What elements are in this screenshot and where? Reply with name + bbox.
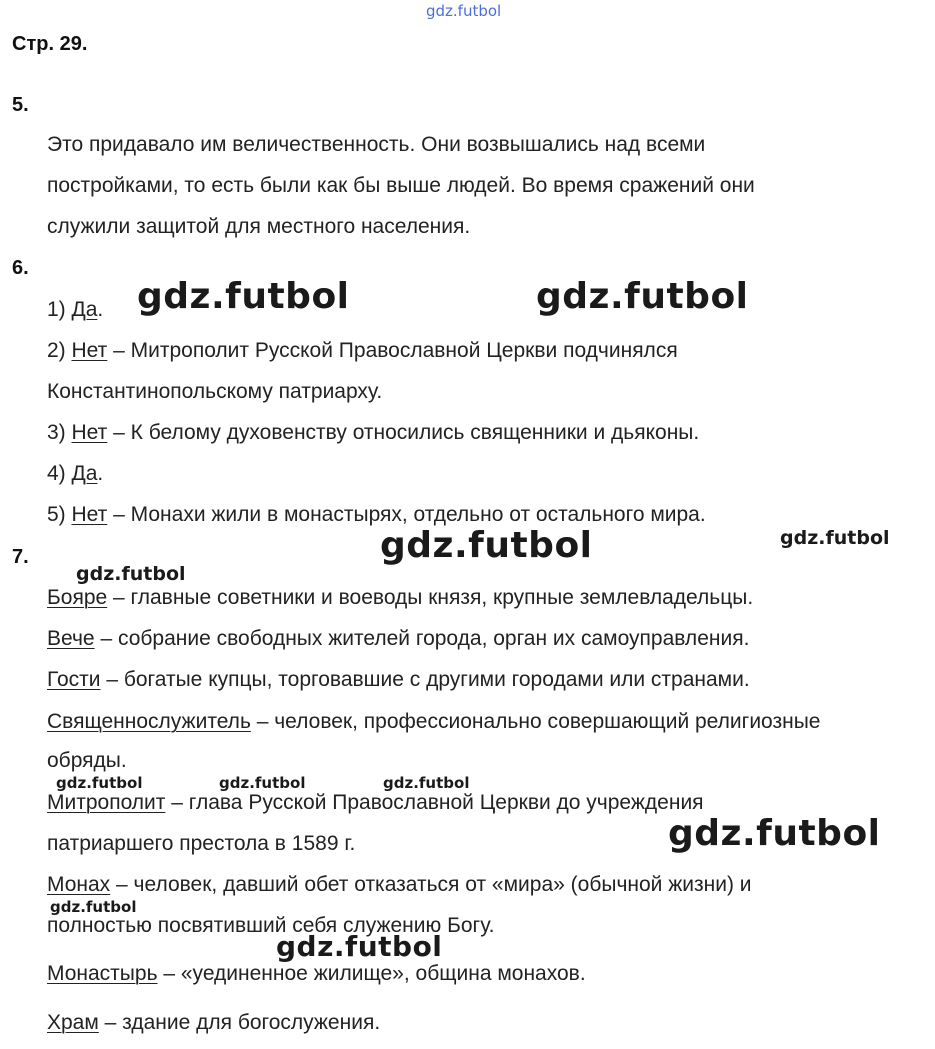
answer-explanation: – Митрополит Русской Православной Церкви подчинялся	[107, 339, 678, 362]
term: Вече	[47, 627, 95, 650]
term: Храм	[47, 1011, 99, 1034]
answer-item-1	[47, 297, 103, 323]
definition: – главные советники и воеводы князя, крупные землевладельцы.	[107, 586, 754, 609]
answer-value: Нет	[71, 339, 108, 362]
answer-item-2	[47, 338, 678, 364]
answer-value: Нет	[71, 421, 108, 444]
answer-value: Нет	[71, 503, 108, 526]
term: Священнослужитель	[47, 710, 251, 733]
glossary-term-boyare	[47, 585, 753, 611]
term: Бояре	[47, 586, 108, 609]
section-5-line-1: Это придавало им величественность. Они возвышались над всеми	[47, 133, 706, 156]
definition: – собрание свободных жителей города, орган их самоуправления.	[94, 627, 750, 650]
term: Митрополит	[47, 791, 166, 814]
section-5-line-3: служили защитой для местного населения.	[47, 215, 471, 238]
watermark: gdz.futbol	[536, 276, 749, 317]
answer-value: Да	[71, 298, 98, 321]
answer-index: 5)	[47, 503, 72, 526]
glossary-term-veche	[47, 626, 749, 652]
watermark: gdz.futbol	[780, 527, 890, 549]
watermark: gdz.futbol	[137, 276, 350, 317]
glossary-term-monakh-continuation: полностью посвятивший себя служению Богу.	[47, 914, 495, 937]
watermark: gdz.futbol	[76, 563, 186, 585]
watermark: gdz.futbol	[383, 774, 470, 792]
site-watermark-top: gdz.futbol	[426, 2, 502, 20]
definition: – человек, профессионально совершающий религиозные	[250, 710, 821, 733]
answer-explanation: .	[97, 462, 104, 485]
page-title: Стр. 29.	[12, 33, 88, 55]
term: Монах	[47, 873, 111, 896]
definition: – «уединенное жилище», община монахов.	[157, 962, 586, 985]
glossary-term-gosti	[47, 667, 750, 693]
watermark: gdz.futbol	[56, 774, 143, 792]
glossary-term-khram	[47, 1010, 380, 1036]
answer-explanation: – Монахи жили в монастырях, отдельно от остального мира.	[107, 503, 706, 526]
answer-explanation: – К белому духовенству относились священники и дьяконы.	[107, 421, 700, 444]
term: Монастырь	[47, 962, 158, 985]
section-5-number: 5.	[12, 94, 29, 116]
definition: – богатые купцы, торговавшие с другими городами или странами.	[100, 668, 750, 691]
definition: – здание для богослужения.	[98, 1011, 381, 1034]
answer-item-4	[47, 461, 103, 487]
section-7-number: 7.	[12, 546, 29, 568]
answer-value: Да	[71, 462, 98, 485]
definition: – глава Русской Православной Церкви до учреждения	[165, 791, 704, 814]
glossary-term-mitropolit	[47, 790, 704, 816]
answer-explanation: .	[97, 298, 104, 321]
watermark: gdz.futbol	[276, 930, 443, 963]
watermark: gdz.futbol	[380, 525, 593, 566]
watermark: gdz.futbol	[50, 898, 137, 916]
answer-index: 3)	[47, 421, 72, 444]
definition: – человек, давший обет отказаться от «мира» (обычной жизни) и	[110, 873, 752, 896]
answer-item-2-continuation: Константинопольскому патриарху.	[47, 380, 383, 403]
section-6-number: 6.	[12, 257, 29, 279]
answer-index: 2)	[47, 339, 72, 362]
term: Гости	[47, 668, 101, 691]
glossary-term-svyashchennosluzhitel-continuation: обряды.	[47, 749, 127, 772]
glossary-term-monastyr	[47, 961, 586, 987]
answer-index: 4)	[47, 462, 72, 485]
watermark: gdz.futbol	[219, 774, 306, 792]
glossary-term-monakh	[47, 872, 752, 898]
glossary-term-mitropolit-continuation: патриаршего престола в 1589 г.	[47, 832, 356, 855]
answer-index: 1)	[47, 298, 72, 321]
glossary-term-svyashchennosluzhitel	[47, 709, 821, 735]
answer-item-5	[47, 502, 706, 528]
section-5-line-2: постройками, то есть были как бы выше людей. Во время сражений они	[47, 174, 755, 197]
answer-item-3	[47, 420, 699, 446]
watermark: gdz.futbol	[668, 813, 881, 854]
